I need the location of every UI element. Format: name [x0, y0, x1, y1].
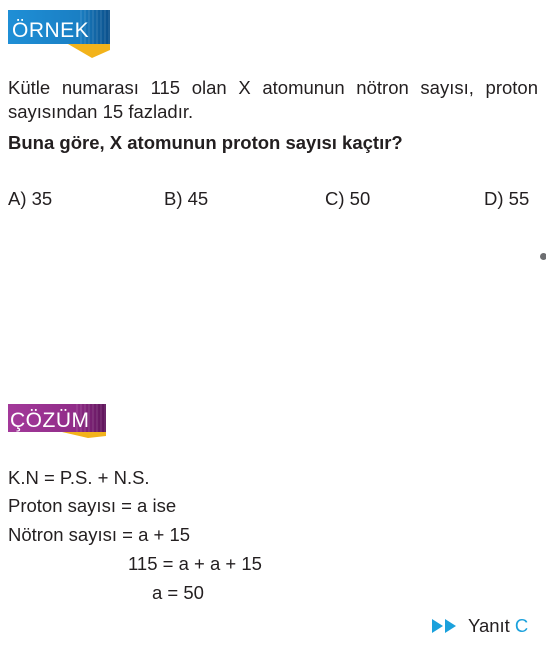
answer-prefix: Yanıt	[468, 615, 510, 636]
solution-badge	[8, 404, 108, 438]
example-badge-label: ÖRNEK	[12, 19, 90, 42]
double-arrow-icon	[432, 619, 458, 633]
answer-line	[432, 614, 528, 638]
solution-line: K.N = P.S. + N.S.	[8, 467, 150, 488]
solution-line: Proton sayısı = a ise	[8, 495, 177, 516]
example-badge	[8, 10, 116, 58]
question-text: Kütle numarası 115 olan X atomunun nötron sayısı, proton sayısından 15 fazladır.	[8, 77, 538, 122]
option-b[interactable]: B) 45	[164, 188, 209, 209]
answer-letter: C	[514, 615, 529, 636]
option-c[interactable]: C) 50	[325, 188, 371, 209]
solution-result: a = 50	[152, 582, 204, 603]
solution-equation: 115 = a + a + 15	[128, 553, 262, 574]
question-ask: Buna göre, X atomunun proton sayısı kaçtır?	[8, 132, 403, 153]
option-a[interactable]: A) 35	[8, 188, 53, 209]
solution-badge-label: ÇÖZÜM	[10, 409, 90, 432]
margin-dot	[540, 253, 546, 260]
option-d[interactable]: D) 55	[484, 188, 530, 209]
solution-line: Nötron sayısı = a + 15	[8, 524, 191, 545]
